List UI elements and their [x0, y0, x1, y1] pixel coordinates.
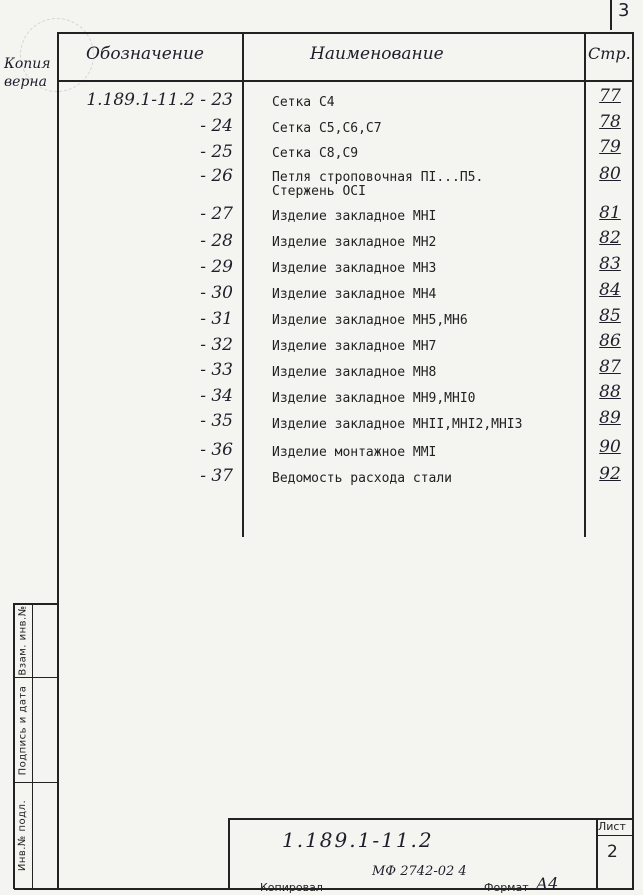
frame-right [632, 32, 634, 890]
side-label-signature-date: Подпись и дата [17, 685, 29, 775]
title-block-sheet-sep [596, 835, 634, 836]
frame-top [58, 32, 633, 34]
row-code: - 31 [200, 309, 233, 329]
sheet-number: 2 [607, 842, 618, 862]
row-code: - 27 [200, 204, 233, 224]
row-page: 82 [599, 228, 621, 248]
col-divider-1 [242, 32, 244, 537]
copy-stamp-line2: верна [4, 74, 47, 90]
side-cell-inv-orig [14, 783, 32, 887]
row-name: Петля строповочная ПI...П5. Стержень ОСI [272, 170, 484, 199]
document-code: 1.189.1-11.2 [282, 828, 434, 852]
row-name: Изделие закладное МН9,МНI0 [272, 391, 476, 406]
row-page: 90 [599, 437, 621, 457]
row-page: 89 [599, 408, 621, 428]
row-name: Изделие закладное МН4 [272, 287, 437, 302]
row-name: Изделие закладное МН3 [272, 261, 437, 276]
row-page: 85 [599, 306, 621, 326]
side-cell-signature-date [14, 678, 32, 782]
side-cell-replace-inv [14, 604, 32, 677]
row-name: Изделие закладное МН7 [272, 339, 437, 354]
row-name: Ведомость расхода стали [272, 471, 453, 486]
row-page: 87 [599, 357, 621, 377]
row-code: - 36 [200, 440, 233, 460]
row-name: Изделие закладное МНII,МНI2,МНI3 [272, 417, 523, 432]
row-page: 88 [599, 382, 621, 402]
header-bottom [58, 80, 633, 82]
row-name: Сетка С5,С6,С7 [272, 121, 382, 136]
frame-left [57, 32, 59, 890]
header-page: Стр. [588, 44, 631, 63]
row-page: 77 [599, 86, 621, 106]
row-code: 1.189.1-11.2 - 23 [86, 90, 233, 110]
sheet-label: Лист [598, 820, 626, 833]
row-name: Сетка С8,С9 [272, 146, 359, 161]
format-label: Формат [484, 881, 529, 894]
side-label-inv-orig: Инв.№ подл. [17, 799, 29, 871]
row-code: - 34 [200, 386, 233, 406]
row-page: 83 [599, 254, 621, 274]
row-page: 78 [599, 112, 621, 132]
row-name: Изделие закладное МН5,МН6 [272, 313, 468, 328]
row-name: Изделие закладное МН8 [272, 365, 437, 380]
row-code: - 35 [200, 411, 233, 431]
row-name: Изделие закладное МН2 [272, 235, 437, 250]
side-stamp-mid [32, 603, 33, 889]
row-page: 84 [599, 280, 621, 300]
row-code: - 28 [200, 231, 233, 251]
copied-label: Копировал [260, 881, 323, 894]
row-code: - 29 [200, 257, 233, 277]
row-page: 86 [599, 331, 621, 351]
title-block-top [228, 818, 634, 820]
corner-sheet-number: 3 [618, 0, 630, 21]
corner-divider [610, 0, 612, 30]
row-name: Изделие закладное МНI [272, 209, 437, 224]
row-page: 79 [599, 137, 621, 157]
header-designation: Обозначение [86, 44, 204, 64]
row-code: - 25 [200, 142, 233, 162]
side-label-replace-inv: Взам. инв.№ [17, 605, 29, 676]
row-code: - 37 [200, 466, 233, 486]
row-page: 80 [599, 164, 621, 184]
row-code: - 33 [200, 360, 233, 380]
header-name: Наименование [310, 44, 444, 64]
row-name: Сетка С4 [272, 95, 335, 110]
row-page: 92 [599, 464, 621, 484]
title-block-left [228, 818, 230, 889]
row-code: - 24 [200, 116, 233, 136]
copy-stamp-line1: Копия [4, 56, 51, 72]
row-name: Изделие монтажное ММI [272, 445, 437, 460]
order-number: МФ 2742-02 4 [372, 864, 467, 879]
row-code: - 26 [200, 166, 233, 186]
col-divider-2 [584, 32, 586, 537]
row-code: - 32 [200, 335, 233, 355]
format-value: А4 [536, 874, 559, 893]
row-code: - 30 [200, 283, 233, 303]
row-page: 81 [599, 203, 621, 223]
